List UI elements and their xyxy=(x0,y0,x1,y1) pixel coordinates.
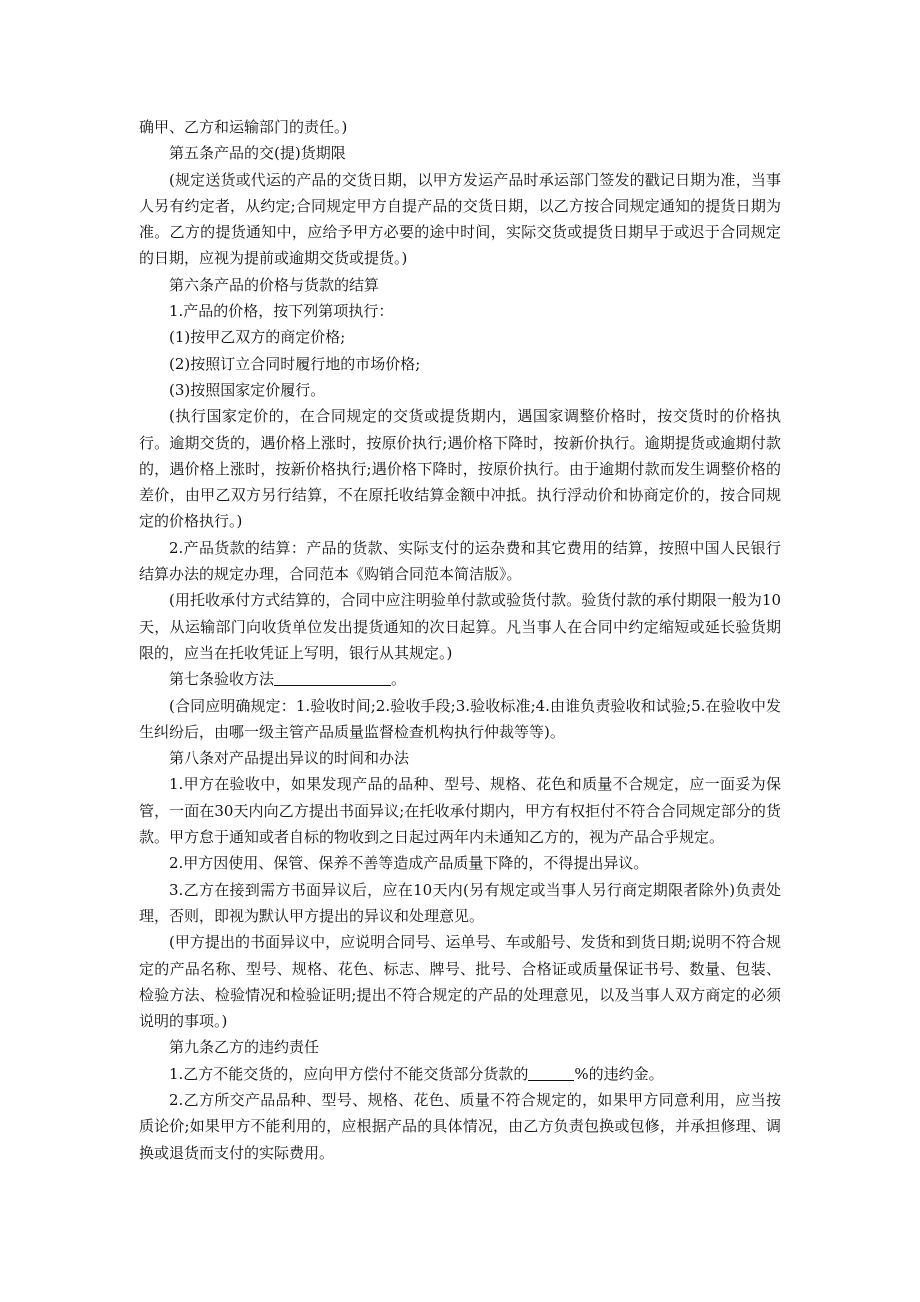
breach-clause-2: 2.乙方所交产品品种、型号、规格、花色、质量不符合规定的，如果甲方同意利用，应当按质论价;如果甲方不能利用的，应根据产品的具体情况，由乙方负责包换或包修，并承担修理、调换或退货而支付的实际费用。 xyxy=(139,1090,781,1162)
breach-clause-1-text: 1.乙方不能交货的，应向甲方偿付不能交货部分货款的 xyxy=(169,1064,529,1083)
payment-clause: 2.产品货款的结算：产品的货款、实际支付的运杂费和其它费用的结算，按照中国人民银行结算办法的规定办理，合同范本《购销合同范本简洁版》。 xyxy=(139,538,781,584)
objection-clause-1: 1.甲方在验收中，如果发现产品的品种、型号、规格、花色和质量不合规定，应一面妥为保管，一面在30天内向乙方提出书面异议;在托收承付期内，甲方有权拒付不符合合同规定部分的货款。甲方怠于通知或者自标的物收到之日起过两年内未通知乙方的，视为产品合乎规定。 xyxy=(139,775,781,847)
article-5-note: (规定送货或代运的产品的交货日期，以甲方发运产品时承运部门签发的戳记日期为准，当事人另有约定者，从约定;合同规定甲方自提产品的交货日期，以乙方按合同规定通知的提货日期为准。乙方的提货通知中，应给予甲方必要的途中时间，实际交货或提货日期早于或迟于合同规定的日期，应视为提前或逾期交货或提货。) xyxy=(139,170,781,268)
price-option-1: (1)按甲乙双方的商定价格; xyxy=(169,328,346,347)
objection-note: (甲方提出的书面异议中，应说明合同号、运单号、车或船号、发货和到货日期;说明不符合规定的产品名称、型号、规格、花色、标志、牌号、批号、合格证或质量保证书号、数量、包装、检验方法、检验情况和检验证明;提出不符合规定的产品的处理意见，以及当事人双方商定的必须说明的事项。) xyxy=(139,933,781,1031)
article-7-label: 第七条验收方法 xyxy=(169,670,275,689)
penalty-percent-blank[interactable] xyxy=(528,1064,574,1081)
article-6-heading: 第六条产品的价格与货款的结算 xyxy=(169,275,380,294)
inspection-method-blank[interactable] xyxy=(274,669,391,686)
price-option-3: (3)按照国家定价履行。 xyxy=(169,380,326,399)
price-note: (执行国家定价的，在合同规定的交货或提货期内，遇国家调整价格时，按交货时的价格执行。逾期交货的，遇价格上涨时，按原价执行;遇价格下降时，按新价执行。逾期提货或逾期付款的，遇价格上涨时，按新价格执行;遇价格下降时，按原价执行。由于逾期付款而发生调整价格的差价，由甲乙双方另行结算，不在原托收结算金额中冲抵。执行浮动价和协商定价的，按合同规定的价格执行。) xyxy=(139,407,781,531)
article-5-heading: 第五条产品的交(提)货期限 xyxy=(169,144,346,163)
article-9-heading: 第九条乙方的违约责任 xyxy=(169,1038,320,1057)
objection-clause-2: 2.甲方因使用、保管、保养不善等造成产品质量下降的，不得提出异议。 xyxy=(169,854,649,873)
article-8-heading: 第八条对产品提出异议的时间和办法 xyxy=(169,749,410,768)
article-7-heading xyxy=(139,666,781,692)
document-page xyxy=(139,114,781,1166)
breach-clause-1 xyxy=(139,1061,781,1087)
objection-clause-3: 3.乙方在接到需方书面异议后，应在10天内(另有规定或当事人另行商定期限者除外)负责处理，否则，即视为默认甲方提出的异议和处理意见。 xyxy=(139,880,781,925)
paragraph-continuation: 确甲、乙方和运输部门的责任。) xyxy=(139,118,348,136)
article-7-end: 。 xyxy=(391,670,407,689)
breach-clause-1-end: %的违约金。 xyxy=(574,1064,664,1083)
inspection-note: (合同应明确规定：1.验收时间;2.验收手段;3.验收标准;4.由谁负责验收和试验;5.在验收中发生纠纷后，由哪一级主管产品质量监督检查机构执行仲裁等等)。 xyxy=(139,696,781,741)
price-option-2: (2)按照订立合同时履行地的市场价格; xyxy=(169,354,421,373)
payment-note: (用托收承付方式结算的，合同中应注明验单付款或验货付款。验货付款的承付期限一般为10天，从运输部门向收货单位发出提货通知的次日起算。凡当事人在合同中约定缩短或延长验货期限的，应当在托收凭证上写明，银行从其规定。) xyxy=(139,591,781,662)
price-clause: 1.产品的价格，按下列第项执行： xyxy=(169,302,394,321)
